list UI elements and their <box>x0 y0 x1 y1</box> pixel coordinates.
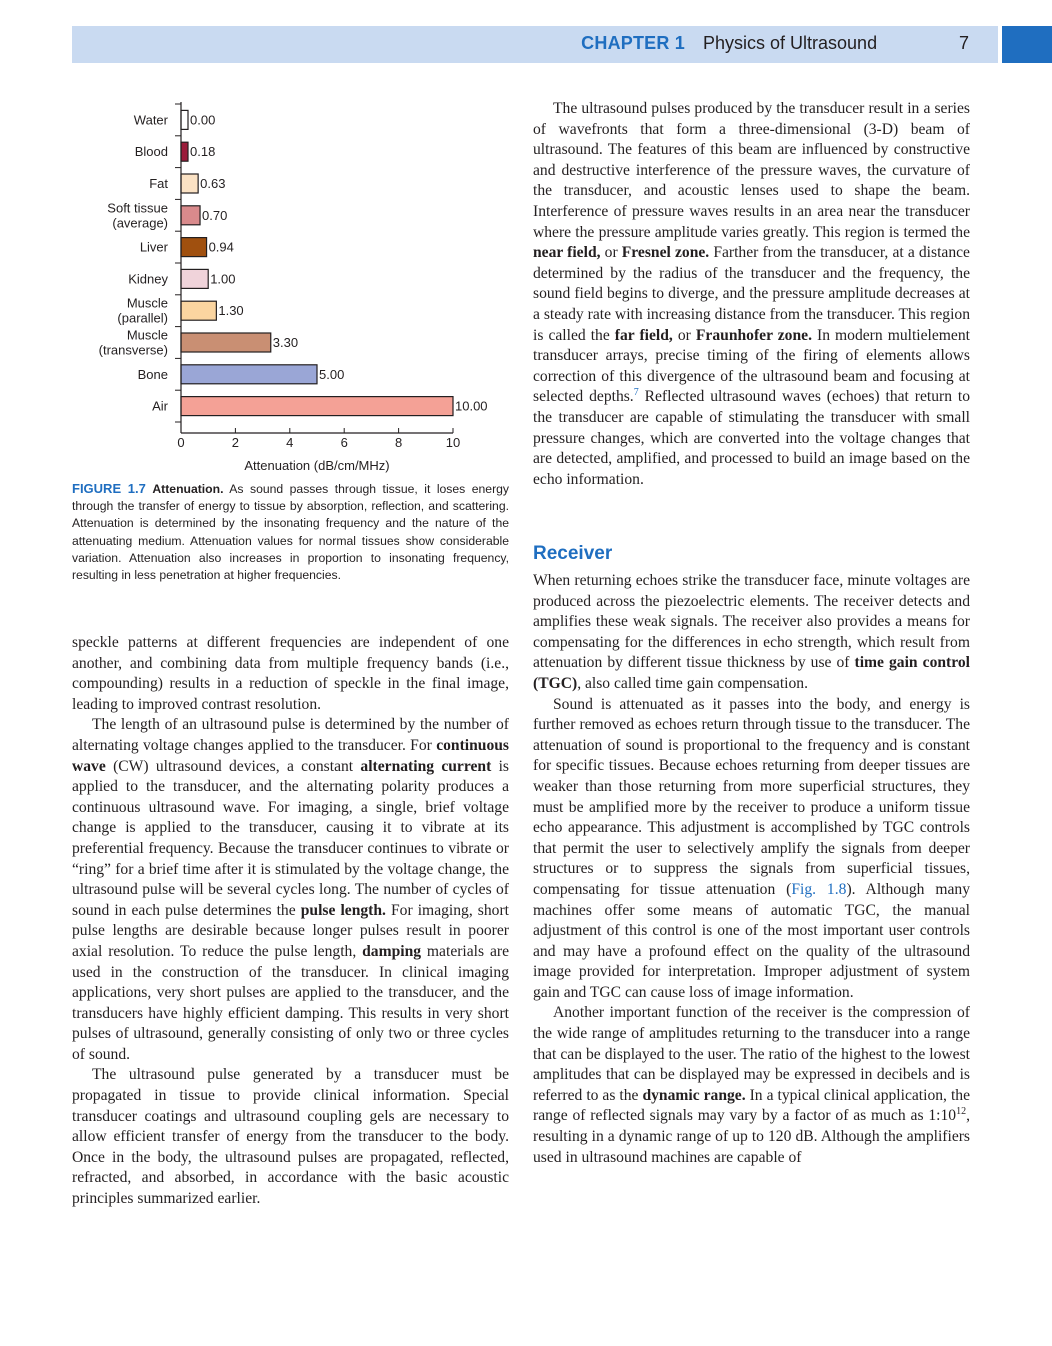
x-tick-label: 4 <box>286 435 294 450</box>
x-tick-label: 0 <box>177 435 185 450</box>
bar <box>181 110 188 129</box>
section-heading-receiver: Receiver <box>533 543 613 564</box>
term-tgc: time gain control (TGC) <box>533 654 970 692</box>
category-label: Fat <box>149 176 168 191</box>
bar <box>181 301 216 320</box>
value-label: 0.00 <box>190 112 216 128</box>
category-label: Muscle (parallel) <box>117 295 168 326</box>
paragraph: When returning echoes strike the transducer face, minute voltages are produced across the piezoelectric elements. The receiver detects and amplifies these weak signals. The receiver also provides a means for compensating for the differences in echo strength, which result from attenuation by different tissue thickness by use of time gain control (TGC), also called time gain compensation. <box>533 572 970 692</box>
bar <box>181 365 317 384</box>
figure-title: Attenuation. <box>152 482 224 496</box>
paragraph: Another important function of the receiver is the compression of the wide range of amplitudes returning to the transducer into a range that can be displayed to the user. The ratio of the highest to the lowest amplitudes that can be displayed may be expressed in decibels and is referred to as the dynamic range. In a typical clinical application, the range of reflected signals may vary by a factor of as much as $1:10^{12}$, resulting in a dynamic range of up to 120 dB. Although the amplifiers used in ultrasound machines are capable of <box>533 1004 970 1166</box>
x-tick-label: 6 <box>340 435 348 450</box>
paragraph: Sound is attenuated as it passes into the body, and energy is further removed as echoes return through tissue to the transducer. The attenuation of sound is proportional to the frequency and is constant for specific tissues. Because echoes returning from deeper tissues are weaker than those returning from more superficial structures, they must be amplified more by the receiver to produce a uniform tissue echo appearance. This adjustment is accomplished by TGC controls that permit the user to selectively amplify the signals from deeper structures or to suppress the signals from superficial tissues, compensating for tissue attenuation (Fig. 1.8). Although many machines offer some means of automatic TGC, the manual adjustment of this control is one of the most important user controls and may have a profound effect on the quality of the ultrasound image provided for interpretation. Improper adjustment of system gain and TGC can cause loss of image information. <box>533 695 970 1001</box>
category-label: Water <box>133 112 168 128</box>
term-alternating-current: alternating current <box>360 757 492 775</box>
right-column-top <box>533 99 970 490</box>
figure-label: FIGURE 1.7 <box>72 481 146 496</box>
category-label: Soft tissue (average) <box>107 200 168 231</box>
paragraph: The length of an ultrasound pulse is determined by the number of alternating voltage changes applied to the transducer. For continuous wave (CW) ultrasound devices, a constant alternating current is applied to the transducer, and the alternating polarity produces a continuous ultrasound wave. For imaging, a single, brief voltage change is applied to the transducer, causing it to vibrate at its preferential frequency. Because the transducer continues to vibrate or “ring” for a brief time after it is stimulated by the voltage change, the ultrasound pulse will be several cycles long. The number of cycles of sound in each pulse determines the pulse length. For imaging, short pulse lengths are desirable because longer pulses result in poorer axial resolution. To reduce the pulse length, damping materials are used in the construction of the transducer. In clinical imaging applications, very short pulses are applied to the transducer, and the transducers have highly efficient damping. This results in very short pulses of ultrasound, generally consisting of only two or three cycles of sound. <box>72 716 510 1063</box>
value-label: 0.70 <box>202 207 228 223</box>
category-label: Bone <box>137 366 168 382</box>
header-page-block <box>1002 26 1052 63</box>
term-pulse-length: pulse length. <box>300 901 386 919</box>
category-label: Muscle (transverse) <box>98 327 168 358</box>
value-label: 3.30 <box>272 335 299 350</box>
bar <box>181 333 271 352</box>
term-fresnel-zone: Fresnel zone. <box>621 244 710 262</box>
value-label: 0.63 <box>200 176 226 191</box>
value-label: 10.00 <box>455 398 488 414</box>
category-label: Liver <box>139 239 168 255</box>
bar <box>181 206 200 225</box>
bar <box>181 142 188 161</box>
x-tick-label: 2 <box>231 435 240 450</box>
figure-caption-text: As sound passes through tissue, it loses energy through the transfer of energy to tissue by absorption, reflection, and scattering. Attenuation is determined by the insonating frequency and the nature of the attenuating medium. Attenuation values for normal tissues show considerable variation. Attenuation also increases in proportion to insonating frequency, resulting in less penetration at higher frequencies. <box>72 482 510 583</box>
right-column-bottom <box>533 571 970 1168</box>
value-label: 1.00 <box>210 271 236 287</box>
bar <box>181 174 198 193</box>
attenuation-bar-chart <box>72 96 509 476</box>
bar <box>181 269 208 288</box>
chapter-label: CHAPTER 1 <box>581 33 685 53</box>
category-label: Kidney <box>128 271 168 287</box>
category-label: Blood <box>134 144 168 160</box>
x-axis-label: Attenuation (dB/cm/MHz) <box>244 458 390 473</box>
value-label: 0.94 <box>208 239 234 255</box>
figure-caption <box>72 480 509 584</box>
paragraph: speckle patterns at different frequencies are independent of one another, and combining data from multiple frequency bands (i.e., compounding) results in a reduction of speckle in the final image, leading to improved contrast resolution. <box>72 634 509 713</box>
term-fraunhofer-zone: Fraunhofer zone. <box>695 326 812 344</box>
bar <box>181 238 207 257</box>
category-label: Air <box>152 398 168 414</box>
superscript: 12 <box>956 1106 967 1118</box>
x-tick-label: 8 <box>394 435 403 450</box>
term-near-field: near field, <box>533 244 601 262</box>
term-damping: damping <box>362 942 422 960</box>
left-column <box>72 633 509 1210</box>
value-label: 5.00 <box>319 366 345 382</box>
x-tick-label: 10 <box>445 435 461 450</box>
term-dynamic-range: dynamic range. <box>642 1086 746 1104</box>
page-number: 7 <box>959 33 970 53</box>
paragraph: The ultrasound pulse generated by a transducer must be propagated in tissue to provide clinical information. Special transducer coatings and ultrasound coupling gels are necessary to allow efficient transfer of energy from the transducer to the body. Once in the body, the ultrasound pulses are propagated, reflected, refracted, and absorbed, in accordance with the basic acoustic principles summarized earlier. <box>72 1066 509 1208</box>
bar <box>181 397 453 416</box>
term-far-field: far field, <box>614 326 673 344</box>
figure-link[interactable]: Fig. 1.8 <box>791 880 847 898</box>
chapter-title: Physics of Ultrasound <box>703 33 878 53</box>
value-label: 0.18 <box>190 144 216 160</box>
term-continuous-wave: continuous wave <box>72 736 509 775</box>
reference-link[interactable]: 7 <box>633 387 639 399</box>
paragraph: The ultrasound pulses produced by the transducer result in a series of wavefronts that form a three-dimensional (3-D) beam of ultrasound. The features of this beam are influenced by constructive and destructive interference of the pressure waves, the curvature of the transducer, and acoustic lenses used to shape the beam. Interference of pressure waves results in an area near the transducer where the pressure amplitude varies greatly. This region is termed the near field, or Fresnel zone. Farther from the transducer, at a distance determined by the radius of the transducer and the frequency, the sound field begins to diverge, and the pressure amplitude decreases at a steady rate with increasing distance from the transducer. This region is called the far field, or Fraunhofer zone. In modern multielement transducer arrays, precise timing of the firing of elements allows correction of this divergence of the ultrasound beam and focusing at selected depths.$^7$ Reflected ultrasound waves (echoes) that return to the transducer are capable of stimulating the transducer with small pressure changes, which are converted into the voltage changes that are detected, amplified, and processed to build an image based on the echo information. <box>533 100 970 488</box>
value-label: 1.30 <box>218 303 244 319</box>
